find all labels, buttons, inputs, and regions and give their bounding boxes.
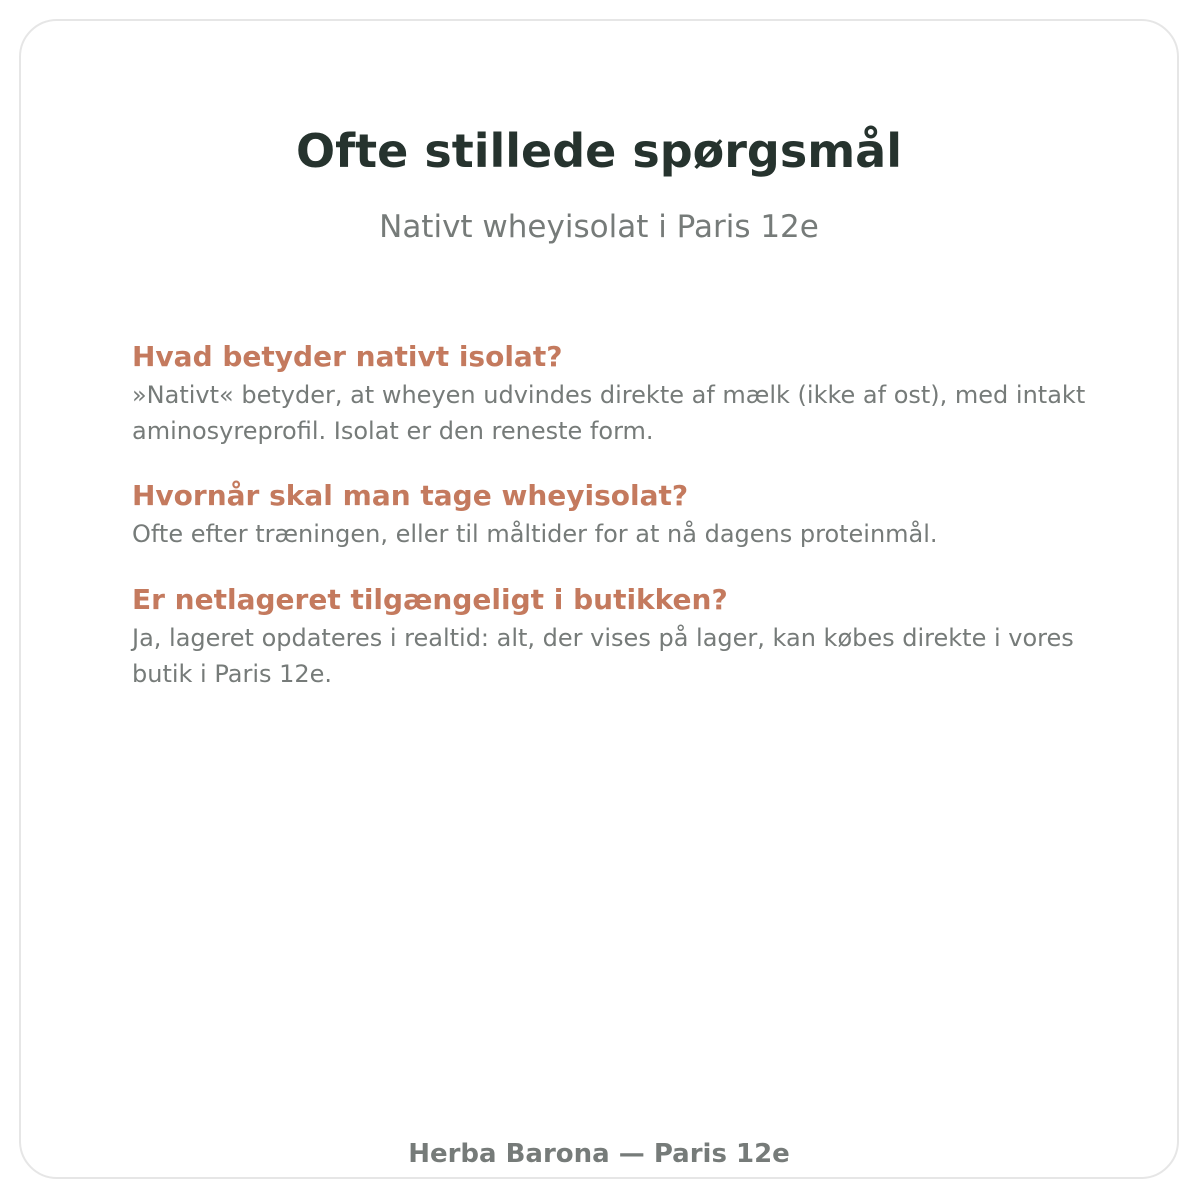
faq-card xyxy=(19,19,1179,1179)
faq-answer: Ja, lageret opdateres i realtid: alt, der vises på lager, kan købes direkte i vores butik i Paris 12e. xyxy=(132,624,1074,688)
footer-brand: Herba Barona — Paris 12e xyxy=(408,1139,790,1169)
page-title: Ofte stillede spørgsmål xyxy=(296,124,902,178)
faq-item-native-isolate xyxy=(132,337,1122,449)
faq-item-store-stock xyxy=(132,580,1122,692)
faq-question: Er netlageret tilgængeligt i butikken? xyxy=(132,583,728,616)
faq-question: Hvornår skal man tage wheyisolat? xyxy=(132,479,689,512)
faq-item-when-to-take xyxy=(132,476,1122,552)
faq-question: Hvad betyder nativt isolat? xyxy=(132,340,563,373)
page-subtitle: Nativt wheyisolat i Paris 12e xyxy=(379,209,819,245)
faq-answer: Ofte efter træningen, eller til måltider for at nå dagens proteinmål. xyxy=(132,520,938,548)
faq-answer: »Nativt« betyder, at wheyen udvindes direkte af mælk (ikke af ost), med intakt aminosyreprofil. Isolat er den reneste form. xyxy=(132,381,1086,445)
